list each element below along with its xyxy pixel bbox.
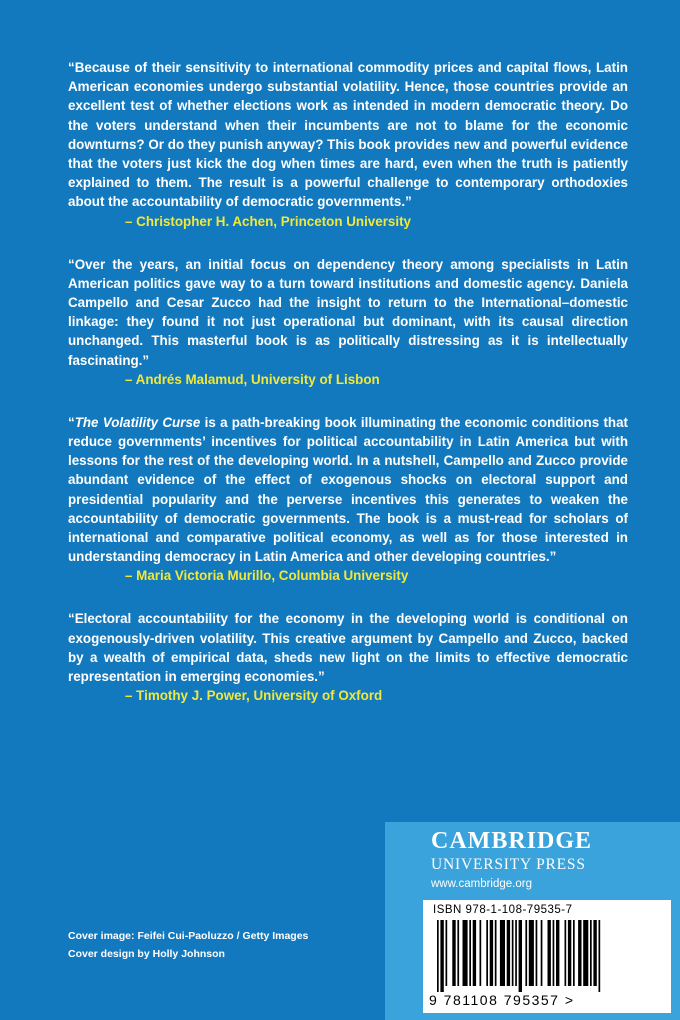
publisher-logo-subtitle: UNIVERSITY PRESS (431, 856, 586, 873)
review-attribution-4: – Timothy J. Power, University of Oxford (125, 688, 383, 704)
reviews-section (68, 58, 628, 705)
barcode-digits: 9 781108 795357 > (429, 992, 575, 1008)
review-quote-1: “Because of their sensitivity to international commodity prices and capital flows, Latin American economies undergo substantial volatility. Hence, those countries provide an excellent test of whether elections work as intended in modern democratic theory. Do the voters understand when their incumbents are not to blame for the economic downturns? Or do they punish anyway? This book provides new and powerful evidence that the voters just kick the dog when times are hard, even when the truth is patiently explained to them. The result is a powerful challenge to contemporary orthodoxies about the accountability of democratic governments.” (68, 60, 628, 210)
publisher-logo-name: CAMBRIDGE (431, 828, 593, 854)
publisher-box (385, 822, 680, 1020)
review-quote-2: “Over the years, an initial focus on dependency theory among specialists in Latin American politics gave way to a turn toward institutions and domestic agency. Daniela Campello and Cesar Zucco had the insight to return to the International–domestic linkage: they found it not just operational but dominant, with its causal direction unchanged. This masterful book is as politically distressing as it is intellectually fascinating.” (68, 256, 628, 368)
review-quote-3 (68, 413, 628, 567)
barcode-icon (437, 920, 659, 992)
review-attribution-2: – Andrés Malamud, University of Lisbon (125, 371, 380, 387)
cover-credits (68, 927, 308, 963)
publisher-url: www.cambridge.org (431, 878, 532, 890)
quote-open-mark: “ (68, 414, 75, 430)
cover-image-credit: Cover image: Feifei Cui-Paoluzzo / Getty Images (68, 930, 309, 942)
review-attribution-3: – Maria Victoria Murillo, Columbia University (125, 568, 409, 584)
review-attribution-1: – Christopher H. Achen, Princeton University (125, 213, 411, 229)
cover-design-credit: Cover design by Holly Johnson (68, 948, 225, 960)
review-quote-4: “Electoral accountability for the economy in the developing world is conditional on exogenously-driven volatility. This creative argument by Campello and Zucco, backed by a wealth of empirical data, sheds new light on the limits to effective democratic representation in emerging economies.” (68, 611, 628, 685)
review-quote-3-text: is a path-breaking book illuminating the economic conditions that reduce governments’ incentives for political accountability in Latin America but with lessons for the rest of the developing world. In a nutshell, Campello and Zucco provide abundant evidence of the effect of exogenous shocks on electoral support and presidential popularity and the perverse incentives this generates to weaken the accountability of democratic governments. The book is a must-read for scholars of international and comparative political economy, as well as for those interested in understanding democracy in Latin America and other developing countries.” (68, 414, 628, 565)
isbn-label: ISBN 978-1-108-79535-7 (433, 904, 573, 916)
barcode-panel (423, 900, 671, 1013)
book-title: The Volatility Curse (74, 414, 201, 430)
